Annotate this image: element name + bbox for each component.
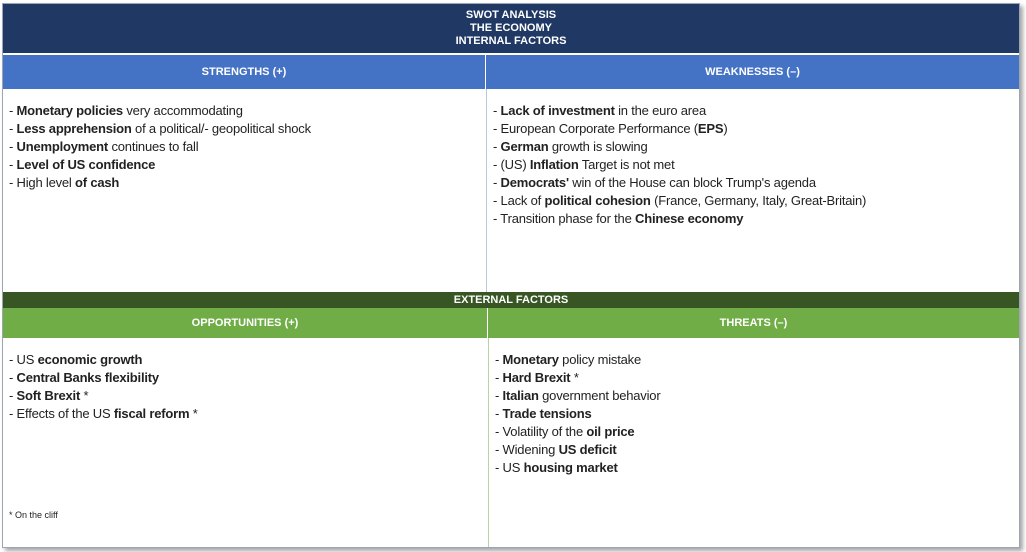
list-item [9,387,487,405]
item-text: - [493,139,501,154]
item-bold: Chinese economy [635,211,744,226]
item-bold: oil price [586,424,635,439]
item-text: - Transition phase for the [493,211,636,226]
strengths-header-label: STRENGTHS (+) [201,66,287,78]
weaknesses-header [486,55,1019,89]
list-item [9,405,487,423]
weaknesses-list [486,89,1019,292]
list-item [495,387,1019,405]
item-bold: German [500,139,549,154]
item-text: - [9,388,17,403]
item-text: - [9,370,17,385]
item-text: - European Corporate Performance ( [493,121,698,136]
item-text: government behavior [538,388,661,403]
item-bold: Trade tensions [502,406,592,421]
item-bold: Italian [502,388,539,403]
item-text: - [9,121,17,136]
item-text: (France, Germany, Italy, Great-Britain) [650,193,867,208]
item-bold: economic growth [37,352,143,367]
title-line-2: THE ECONOMY [470,22,552,34]
item-text: Target is not met [578,157,675,172]
item-text: continues to fall [108,139,199,154]
list-item [495,423,1019,441]
opportunities-header [3,308,487,338]
item-text: - [495,406,503,421]
title-line-1: SWOT ANALYSIS [465,9,557,21]
threats-list [488,338,1019,547]
list-item [493,210,1019,228]
item-text: - [493,175,501,190]
list-item [493,174,1019,192]
external-factors-label: EXTERNAL FACTORS [453,294,569,306]
item-text: * [80,388,89,403]
title-line-3: INTERNAL FACTORS [455,35,567,47]
item-bold: Central Banks flexibility [16,370,159,385]
footnote: * On the cliff [9,510,58,520]
item-text: - [9,103,17,118]
list-item [9,351,487,369]
list-item [9,102,485,120]
item-text: - [495,352,503,367]
item-bold: EPS [697,121,724,136]
item-bold: Soft Brexit [16,388,81,403]
external-factors-bar [3,292,1019,308]
item-text: - [9,157,17,172]
item-bold: Unemployment [16,139,109,154]
item-bold: Democrats' [500,175,569,190]
item-text: ) [723,121,728,136]
item-bold: US deficit [558,442,617,457]
item-bold: Hard Brexit [502,370,571,385]
item-text: in the euro area [614,103,706,118]
item-bold: Monetary policies [16,103,123,118]
list-item [9,369,487,387]
item-text: - [495,388,503,403]
list-item [493,102,1019,120]
item-bold: Inflation [529,157,579,172]
item-text: - Volatility of the [495,424,587,439]
item-text: - Effects of the US [9,406,114,421]
item-bold: of cash [75,175,120,190]
list-item [495,459,1019,477]
item-bold: Less apprehension [16,121,132,136]
item-text: - (US) [493,157,530,172]
opportunities-header-label: OPPORTUNITIES (+) [191,317,299,329]
item-bold: fiscal reform [113,406,190,421]
item-text: - [495,370,503,385]
item-text: very accommodating [122,103,243,118]
list-item [9,156,485,174]
swot-table [2,3,1020,548]
list-item [9,120,485,138]
strengths-header [3,55,485,89]
item-text: - US [495,460,524,475]
list-item [9,174,485,192]
item-text: growth is slowing [548,139,648,154]
opportunities-list [3,338,487,547]
item-text: - US [9,352,38,367]
item-bold: political cohesion [544,193,651,208]
item-bold: Lack of investment [500,103,615,118]
item-bold: Monetary [502,352,559,367]
threats-header-label: THREATS (–) [719,317,788,329]
threats-header [488,308,1019,338]
weaknesses-header-label: WEAKNESSES (–) [705,66,800,78]
list-item [493,192,1019,210]
table-title [3,4,1019,54]
list-item [495,441,1019,459]
item-text: win of the House can block Trump's agenda [568,175,816,190]
item-bold: Level of US confidence [16,157,156,172]
item-text: * [189,406,198,421]
list-item [493,156,1019,174]
list-item [495,351,1019,369]
item-bold: housing market [523,460,618,475]
item-text: - High level [9,175,76,190]
strengths-list [3,89,485,292]
item-text: policy mistake [558,352,641,367]
item-text: - [493,103,501,118]
list-item [495,369,1019,387]
item-text: of a political/- geopolitical shock [131,121,311,136]
item-text: - Widening [495,442,559,457]
item-text: - [9,139,17,154]
list-item [9,138,485,156]
item-text: * [570,370,579,385]
list-item [495,405,1019,423]
list-item [493,138,1019,156]
list-item [493,120,1019,138]
item-text: - Lack of [493,193,545,208]
